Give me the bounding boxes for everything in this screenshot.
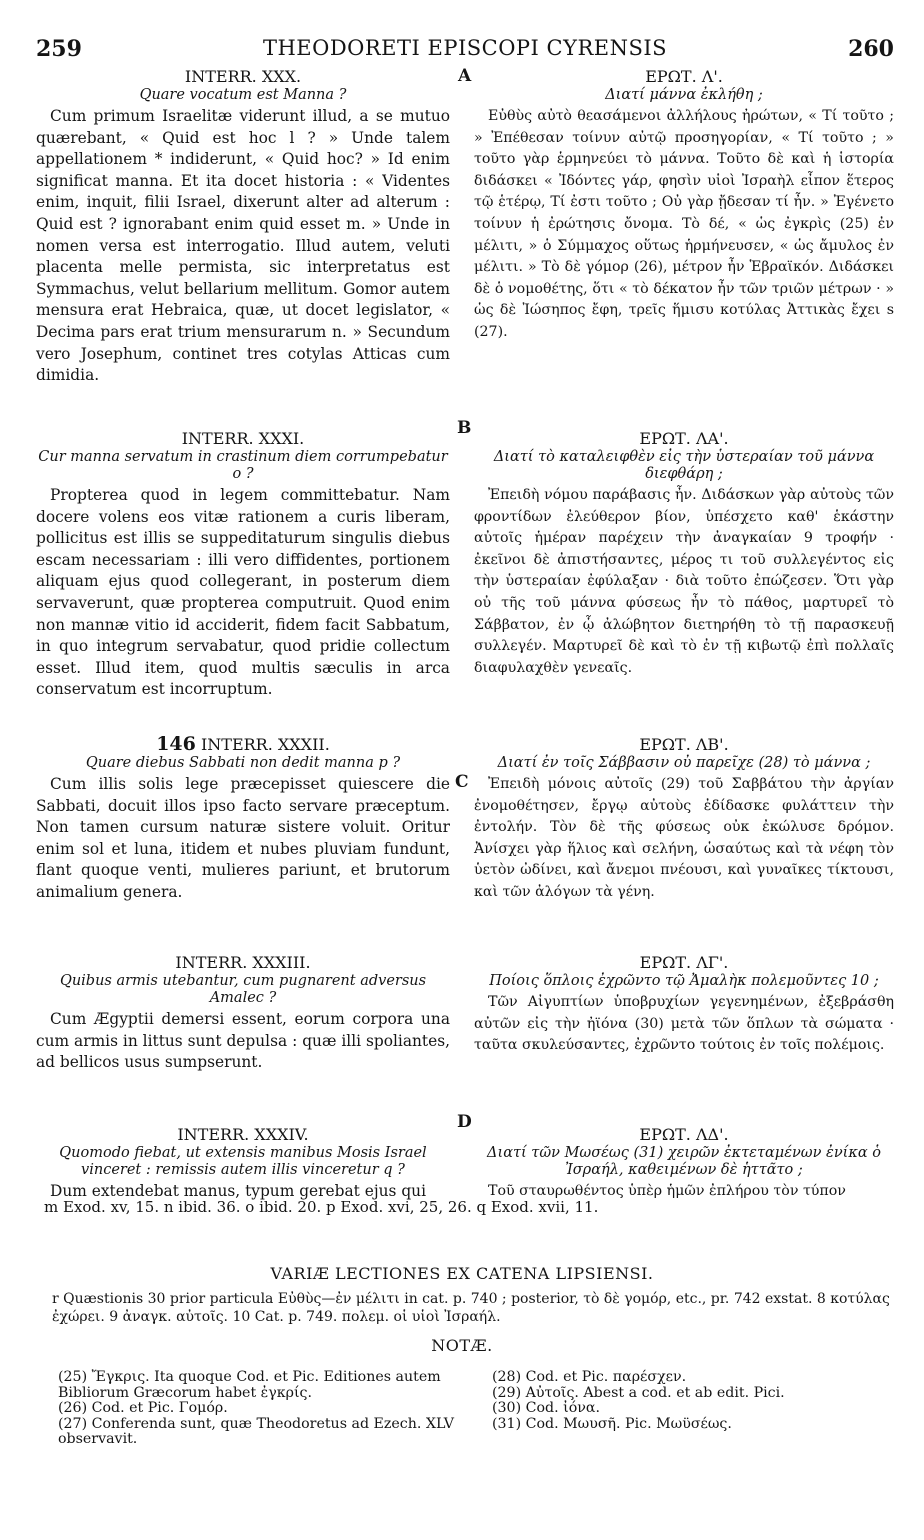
running-title: THEODORETI EPISCOPI CYRENSIS	[262, 36, 668, 60]
note-item: (26) Cod. et Pic. Γομόρ.	[58, 1400, 228, 1417]
question-heading: INTERR. XXX.	[184, 67, 302, 86]
page-number-left: 259	[36, 36, 82, 62]
scripture-references: m Exod. xv, 15. n ibid. 36. o ibid. 20. p Exod. xvi, 25, 26. q Exod. xvii, 11.	[44, 1198, 599, 1216]
latin-question-31	[36, 428, 450, 701]
question-body: Εὐθὺς αὐτὸ θεασάμενοι ἀλλήλους ἠρώτων, « Τί τοῦτο ; » Ἐπέθεσαν τοίνυν αὐτῷ προσηγορίαν, « Τί τοῦτο ; » τοῦτο γὰρ ἑρμηνεύει τὸ μάννα. Τοῦτο δὲ καὶ ἡ ἱστορία διδάσκει « Ἰδόντες γάρ, φησὶν υἱοὶ Ἰσραὴλ εἶπον ἕτερος τῷ ἑτέρῳ, Τί ἐστι τοῦτο ; Οὐ γὰρ ᾔδεσαν τί ἦν. » Ἐγένετο τοίνυν ἡ ἐρώτησις ὄνομα. Τὸ δέ, « ὡς ἐγκρὶς (25) ἐν μέλιτι, » ὁ Σύμμαχος οὕτως ἡρμήνευσεν, « ὡς ἄμυλος ἐν μέλιτι. » Τὸ δὲ γόμορ (26), μέτρον ἦν Ἑβραϊκόν. Διδάσκει δὲ ὁ νομοθέτης, ὅτι « τὸ δέκατον ἦν τῶν τριῶν μέτρων · » ὡς δὲ Ἰώσηπος ἔφη, τρεῖς ἥμισυ κοτύλας Ἀττικὰς ἔχει s (27).	[474, 108, 894, 340]
page-number-right: 260	[848, 36, 894, 62]
question-body: Ἐπειδὴ μόνοις αὐτοῖς (29) τοῦ Σαββάτου τὴν ἀργίαν ἐνομοθέτησεν, ἔργῳ αὐτοὺς ἐδίδασκε φυλάττειν τὴν ἐντολήν. Τὸν δὲ τῆς φύσεως οὐκ ἐκώλυσε δρόμον. Ἀνίσχει γὰρ ἥλιος καὶ σελήνη, ὡσαύτως καὶ τὰ νέφη τὸν ὑετὸν ὠδίνει, καὶ ἄνεμοι πνέουσι, καὶ γυναῖκες τίκτουσι, καὶ τῶν ἀλόγων τὰ γένη.	[474, 776, 894, 900]
greek-question-31	[474, 428, 894, 679]
question-heading: INTERR. XXXIII.	[175, 953, 311, 972]
variae-lectiones-text: r Quæstionis 30 prior particula Εὐθὺς—ἐν μέλιτι in cat. p. 740 ; posterior, τὸ δὲ γομόρ, etc., pr. 742 exstat. 8 κοτύλας ἐχώρει. 9 ἀναγκ. αὐτοῖς. 10 Cat. p. 749. πολεμ. οἱ υἱοὶ Ἰσραήλ.	[52, 1291, 890, 1325]
question-heading: ΕΡΩΤ. ΛΑ'.	[639, 429, 729, 448]
notae-heading: NOTÆ.	[431, 1336, 493, 1355]
greek-question-34	[474, 1124, 894, 1203]
latin-question-33	[36, 952, 450, 1074]
question-body: Cum primum Israelitæ viderunt illud, a se mutuo quærebant, « Quid est hoc l ? » Unde talem appellationem * indiderunt, « Quid hoc? » Id enim significat manna. Et ita docet historia : « Videntes enim, inquit, filii Israel, dixerunt alter ad alterum : Quid est ? ignorabant enim quid esset m. » Unde in nomen versa est interrogatio. Illud autem, veluti placenta melle permista, sic interpretatus est Symmachus, velut bellarium mellitum. Gomor autem mensura erat Hebraica, quæ, ut docet legislator, « Decima pars erat trium mensurarum n. » Secundum vero Josephum, continet tres cotylas Atticas cum dimidia.	[36, 107, 450, 385]
greek-question-30	[474, 66, 894, 344]
question-heading: ΕΡΩΤ. ΛΓ'.	[639, 953, 729, 972]
column-number: 146	[156, 733, 196, 755]
notae-left-column	[58, 1370, 478, 1448]
marker-c: C	[455, 772, 469, 792]
latin-question-34	[36, 1124, 450, 1203]
greek-question-32	[474, 734, 894, 904]
latin-question-32	[36, 734, 450, 904]
question-title: Quare diebus Sabbati non dedit manna p ?	[85, 755, 401, 771]
marker-d: D	[457, 1112, 472, 1132]
question-body: Τῶν Αἰγυπτίων ὑποβρυχίων γεγενημένων, ἐξεβράσθη αὐτῶν εἰς τὴν ἠϊόνα (30) μετὰ τῶν ὅπλων τὰ σώματα · ταῦτα σκυλεύσαντες, ἐχρῶντο τούτοις ἐν τοῖς πολέμοις.	[474, 994, 894, 1054]
question-heading: INTERR. XXXI.	[181, 429, 305, 448]
running-head	[36, 36, 894, 64]
latin-question-30	[36, 66, 450, 387]
question-title: Quibus armis utebantur, cum pugnarent adversus Amalec ?	[59, 973, 427, 1006]
question-title: Quare vocatum est Manna ?	[139, 87, 347, 103]
question-body: Τοῦ σταυρωθέντος ὑπὲρ ἡμῶν ἐπλήρου τὸν τύπον	[488, 1183, 846, 1199]
greek-question-33	[474, 952, 894, 1057]
note-item: (29) Αὐτοῖς. Abest a cod. et ab edit. Pici.	[492, 1384, 785, 1401]
question-body: Cum illis solis lege præcepisset quiescere die Sabbati, docuit illos ipso facto servare præceptum. Non tamen cursum naturæ sistere voluit. Oritur enim sol et luna, itidem et nubes pluviam fundunt, flant quoque venti, mulieres pariunt, et brutorum animalium genera.	[36, 775, 450, 901]
question-title: Quomodo fiebat, ut extensis manibus Mosis Israel vinceret : remissis autem illis vinceretur q ?	[59, 1145, 427, 1178]
marker-b: B	[457, 418, 472, 438]
notae-right-column	[492, 1370, 892, 1432]
variae-lectiones-heading: VARIÆ LECTIONES EX CATENA LIPSIENSI.	[270, 1264, 654, 1283]
note-item: (28) Cod. et Pic. παρέσχεν.	[492, 1369, 687, 1385]
question-title: Διατί μάννα ἐκλήθη ;	[605, 87, 763, 103]
note-item: (31) Cod. Μωυσῆ. Pic. Μωϋσέως.	[492, 1415, 732, 1432]
question-heading: ΕΡΩΤ. Λ'.	[645, 67, 723, 86]
question-body: Propterea quod in legem committebatur. Nam docere volens eos vitæ rationem a curis liberam, pollicitus est illis se suppeditaturum singulis diebus escam necessariam : illi vero diffidentes, portionem aliquam ejus quod collegerant, in posterum diem servaverunt, quæ propterea computruit. Quod enim non mannæ vitio id acciderit, fidem facit Sabbatum, in quo integrum servabatur, quod pridie collectum esset. Illud item, quod multis sæculis in arca conservatum est incorruptum.	[36, 486, 450, 699]
question-title: Διατί τῶν Μωσέως (31) χειρῶν ἐκτεταμένων ἐνίκα ὁ Ἰσραήλ, καθειμένων δὲ ἡττᾶτο ;	[487, 1145, 881, 1178]
question-body: Cum Ægyptii demersi essent, eorum corpora una cum armis in littus sunt depulsa : quæ illi spoliantes, ad bellicos usus sumpserunt.	[36, 1010, 450, 1072]
question-body: Ἐπειδὴ νόμου παράβασις ἦν. Διδάσκων γὰρ αὐτοὺς τῶν φροντίδων ἐλεύθερον βίον, ὑπέσχετο καθ' ἑκάστην αὐτοῖς ἡμέραν παρέχειν τὴν ἀναγκαίαν 9 τροφήν · ἐκεῖνοι δὲ ἀπιστήσαντες, μέρος τι τοῦ συλλεγέντος εἰς τὴν ὑστεραίαν ἐφύλαξαν · διὰ τοῦτο ἐπώζεσεν. Ὅτι γὰρ οὐ τῆς τοῦ μάννα φύσεως ἦν τὸ πάθος, μαρτυρεῖ τὸ Σάββατον, ἐν ᾧ ἀλώβητον διετηρήθη τὸ τῇ παρασκευῇ συλλεγέν. Μαρτυρεῖ δὲ καὶ τὸ ἐν τῇ κιβωτῷ ἐπὶ πολλαῖς διαφυλαχθὲν γενεαῖς.	[474, 487, 894, 676]
question-body: Dum extendebat manus, typum gerebat ejus qui	[50, 1182, 427, 1200]
latin-column	[36, 66, 450, 1200]
question-title: Cur manna servatum in crastinum diem corrumpebatur o ?	[38, 449, 448, 482]
greek-column	[474, 66, 894, 1199]
question-heading: ΕΡΩΤ. ΛΒ'.	[639, 735, 729, 754]
note-item: (30) Cod. ἰόνα.	[492, 1400, 600, 1417]
question-title: Διατί ἐν τοῖς Σάββασιν οὐ παρεῖχε (28) τὸ μάννα ;	[497, 755, 871, 771]
question-heading: INTERR. XXXIV.	[177, 1125, 309, 1144]
question-title: Διατί τὸ καταλειφθὲν εἰς τὴν ὑστεραίαν τοῦ μάννα διεφθάρη ;	[493, 449, 875, 482]
note-item: (25) Ἔγκρις. Ita quoque Cod. et Pic. Editiones autem Bibliorum Græcorum habet ἐγκρίς.	[58, 1369, 441, 1401]
note-item: (27) Conferenda sunt, quæ Theodoretus ad Ezech. XLV observavit.	[58, 1415, 454, 1448]
question-heading: ΕΡΩΤ. ΛΔ'.	[639, 1125, 729, 1144]
question-title: Ποίοις ὅπλοις ἐχρῶντο τῷ Ἀμαλὴκ πολεμοῦντες 10 ;	[489, 973, 879, 989]
marker-a: A	[458, 66, 472, 86]
question-heading: 146 INTERR. XXXII.	[156, 733, 330, 755]
